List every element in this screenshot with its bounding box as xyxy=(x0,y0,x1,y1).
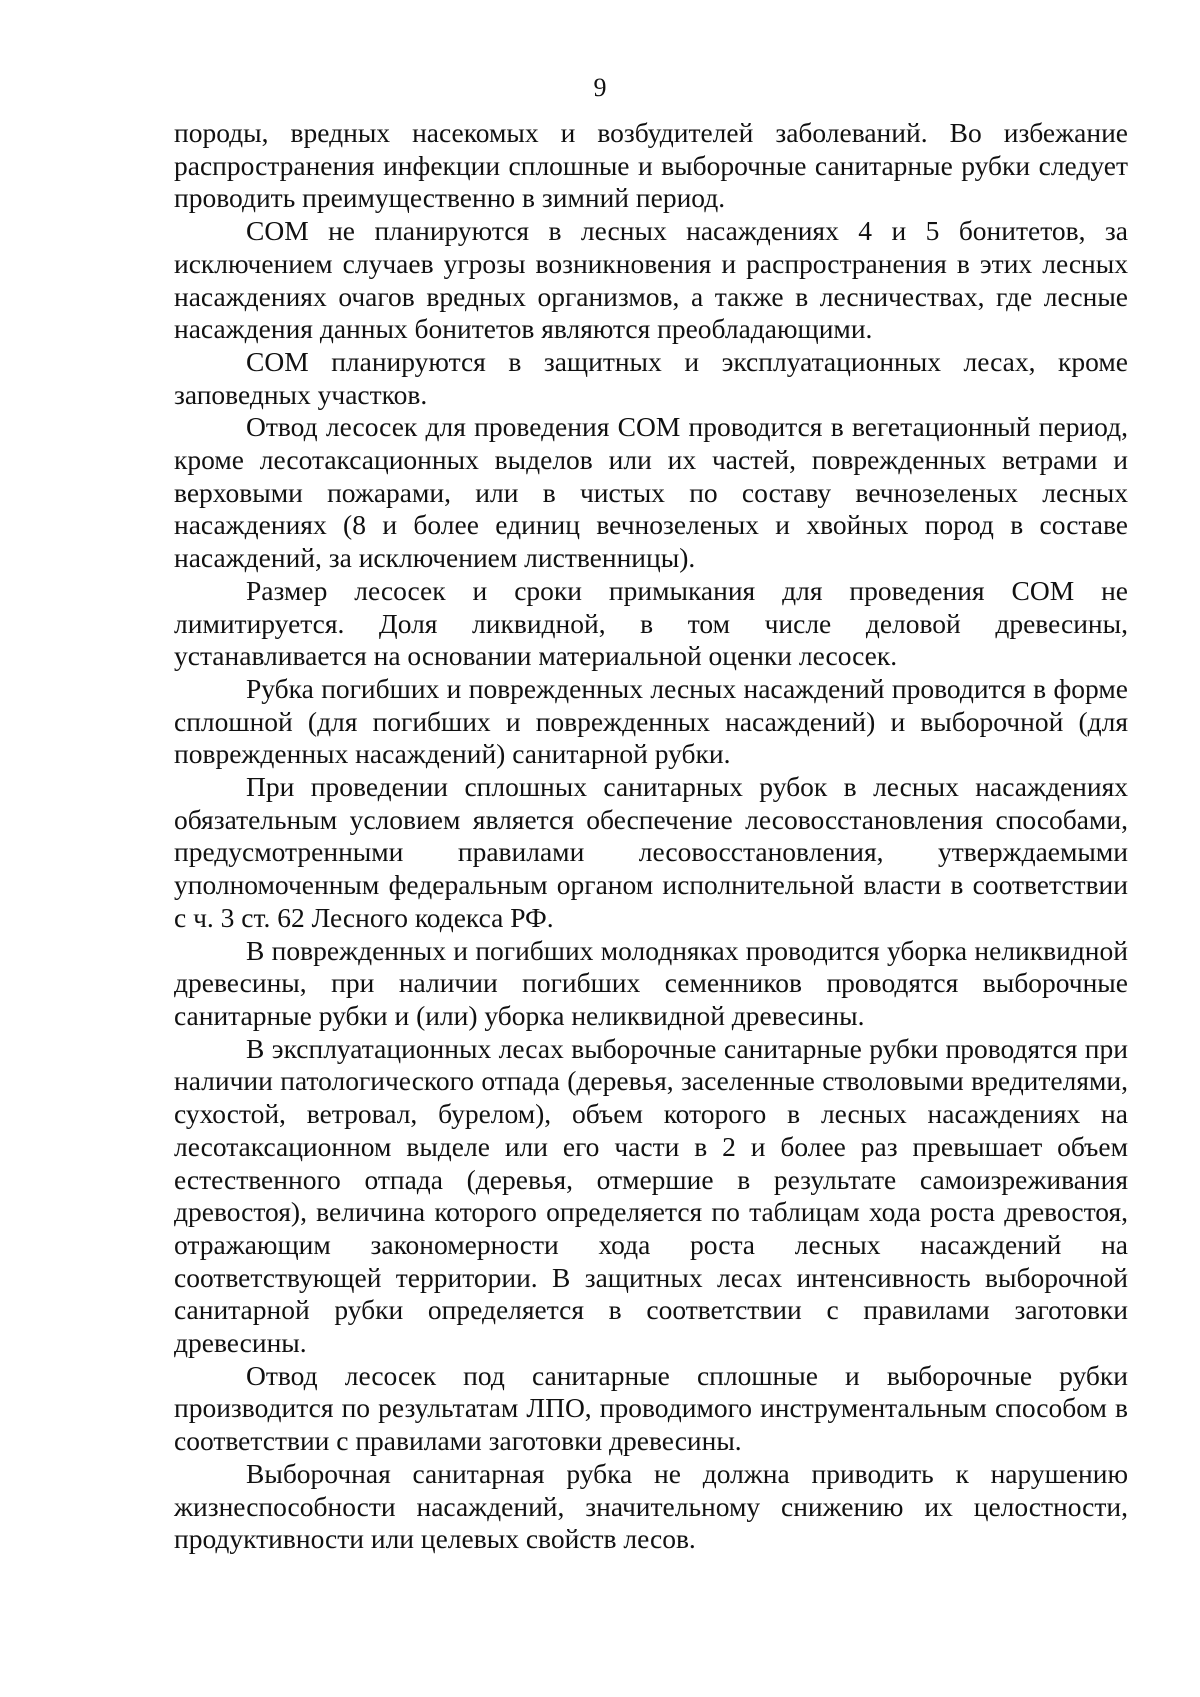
paragraph-forest-types: СОМ планируются в защитных и эксплуатационных лесах, кроме заповедных участков. xyxy=(174,345,1128,410)
paragraph-reforestation: При проведении сплошных санитарных рубок в лесных насаждениях обязательным условием является обеспечение лесовосстановления способами, предусмотренными правилами лесовосстановления, утверждаемыми уполномоченным федеральным органом исполнительной власти в соответствии с ч. 3 ст. 62 Лесного кодекса РФ. xyxy=(174,771,1128,933)
paragraph-young-stands: В поврежденных и погибших молодняках проводится уборка неликвидной древесины, при наличии погибших семенников проводятся выборочные санитарные рубки и (или) уборка неликвидной древесины. xyxy=(174,934,1128,1031)
paragraph-exploitation-forests: В эксплуатационных лесах выборочные санитарные рубки проводятся при наличии патологического отпада (деревья, заселенные стволовыми вредителями, сухостой, ветровал, бурелом), объем которого в лесных насаждениях на лесотаксационном выделе или его части в 2 и более раз превышает объем естественного отпада (деревья, отмершие в результате самоизреживания древостоя), величина которого определяется по таблицам хода роста древостоя, отражающим закономерности хода роста лесных насаждений на соответствующей территории. В защитных лесах интенсивность выборочной санитарной рубки определяется в соответствии с правилами заготовки древесины. xyxy=(174,1032,1128,1359)
paragraph-continuation: породы, вредных насекомых и возбудителей заболеваний. Во избежание распространения инфекции сплошные и выборочные санитарные рубки следует проводить преимущественно в зимний период. xyxy=(174,117,1128,214)
paragraph-selective-felling: Выборочная санитарная рубка не должна приводить к нарушению жизнеспособности насаждений, значительному снижению их целостности, продуктивности или целевых свойств лесов. xyxy=(174,1457,1128,1555)
paragraph-felling-form: Рубка погибших и поврежденных лесных насаждений проводится в форме сплошной (для погибших и поврежденных насаждений) и выборочной (для поврежденных насаждений) санитарной рубки. xyxy=(174,672,1128,770)
paragraph-bonitet-exclusion: СОМ не планируются в лесных насаждениях 4 и 5 бонитетов, за исключением случаев угрозы возникновения и распространения в этих лесных насаждениях очагов вредных организмов, а также в лесничествах, где лесные насаждения данных бонитетов являются преобладающими. xyxy=(174,215,1128,345)
paragraph-cutting-size: Размер лесосек и сроки примыкания для проведения СОМ не лимитируется. Доля ликвидной, в том числе деловой древесины, устанавливается на основании материальной оценки лесосек. xyxy=(174,574,1128,672)
paragraph-allotment-period: Отвод лесосек для проведения СОМ проводится в вегетационный период, кроме лесотаксационных выделов или их частей, поврежденных ветрами и верховыми пожарами, или в чистых по составу вечнозеленых лесных насаждениях (8 и более единиц вечнозеленых и хвойных пород в составе насаждений, за исключением лиственницы). xyxy=(174,411,1128,574)
document-body xyxy=(174,117,1128,1556)
page-number: 9 xyxy=(593,73,607,102)
paragraph-allotment-method: Отвод лесосек под санитарные сплошные и выборочные рубки производится по результатам ЛПО, проводимого инструментальным способом в соответствии с правилами заготовки древесины. xyxy=(174,1359,1128,1457)
